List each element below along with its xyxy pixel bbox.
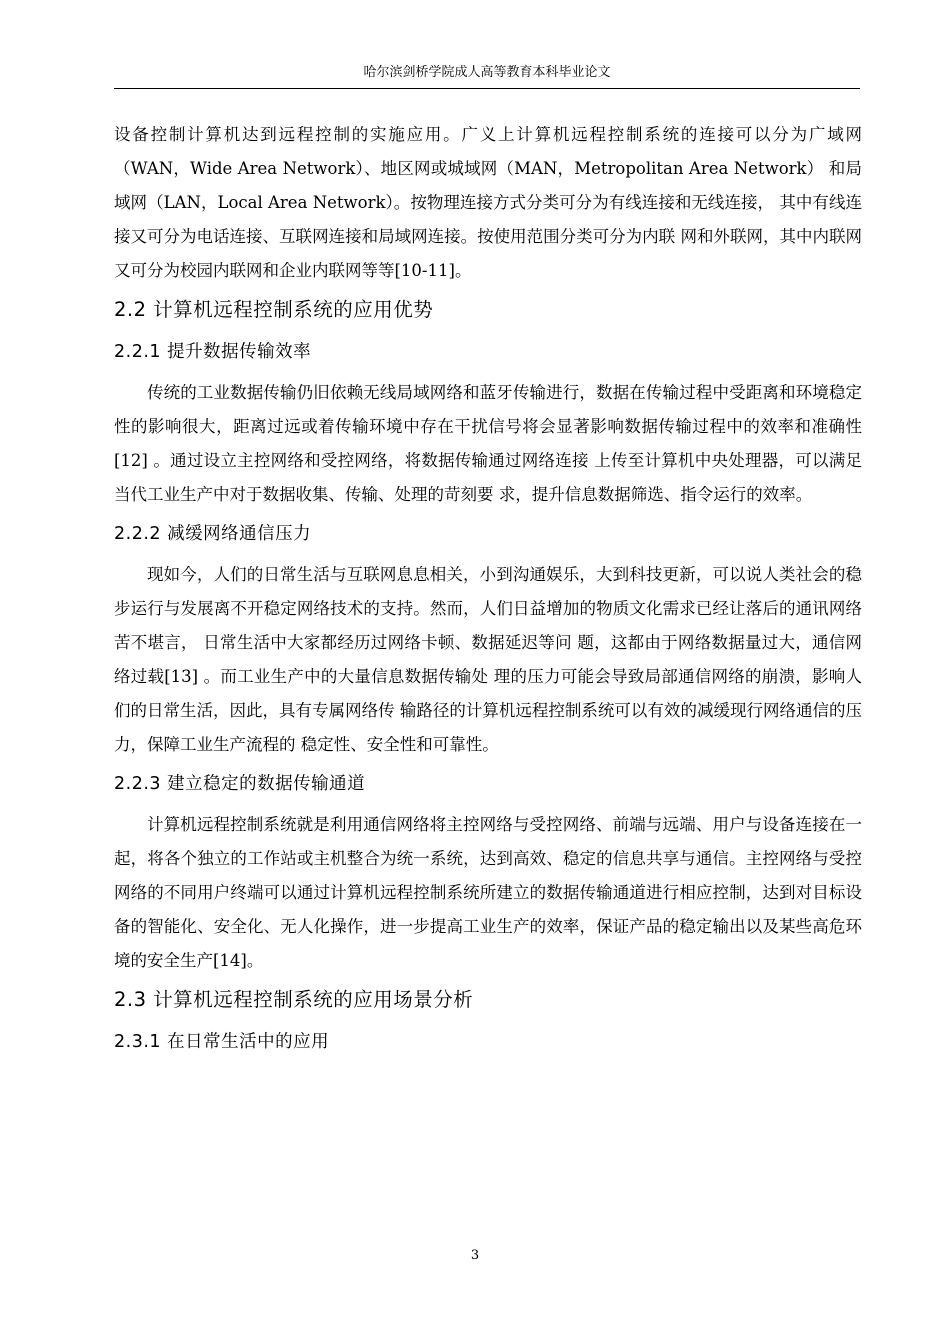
section-heading-2-3: 2.3 计算机远程控制系统的应用场景分析 (114, 988, 474, 1011)
page-number: 3 (470, 1248, 480, 1263)
intro-paragraph: 设备控制计算机达到远程控制的实施应用。广义上计算机远程控制系统的连接可以分为广域网（WAN，Wide Area Network）、地区网或城域网（MAN，Metropolitan Area Network） 和局域网（LAN，Local Area Network）。按物理连接方式分类可分为有线连接和无线连接， 其中有线连接又可分为电话连接、互联网连接和局域网连接。按使用范围分类可分为内联 网和外联网，其中内联网又可分为校园内联网和企业内联网等等[10-11]。 (114, 125, 862, 280)
subsection-heading-2-2-3: 2.2.3 建立稳定的数据传输通道 (114, 774, 366, 794)
subsection-heading-2-2-1: 2.2.1 提升数据传输效率 (114, 342, 312, 362)
paragraph-2-2-2: 现如今，人们的日常生活与互联网息息相关，小到沟通娱乐，大到科技更新，可以说人类社会的稳步运行与发展离不开稳定网络技术的支持。然而，人们日益增加的物质文化需求已经让落后的通讯网络苦不堪言， 日常生活中大家都经历过网络卡顿、数据延迟等问 题，这都由于网络数据量过大，通信网络过载[13] 。而工业生产中的大量信息数据传输处 理的压力可能会导致局部通信网络的崩溃，影响人们的日常生活，因此，具有专属网络传 输路径的计算机远程控制系统可以有效的减缓现行网络通信的压力，保障工业生产流程的 稳定性、安全性和可靠性。 (114, 565, 862, 754)
subsection-heading-2-3-1: 2.3.1 在日常生活中的应用 (114, 1032, 330, 1052)
running-header: 哈尔滨剑桥学院成人高等教育本科毕业论文 (363, 65, 611, 80)
page-content (114, 118, 862, 1062)
header-divider (114, 88, 860, 89)
paragraph-2-2-1: 传统的工业数据传输仍旧依赖无线局域网络和蓝牙传输进行，数据在传输过程中受距离和环境稳定性的影响很大，距离过远或着传输环境中存在干扰信号将会显著影响数据传输过程中的效率和准确性[12] 。通过设立主控网络和受控网络，将数据传输通过网络连接 上传至计算机中央处理器，可以满足当代工业生产中对于数据收集、传输、处理的苛刻要 求，提升信息数据筛选、指令运行的效率。 (114, 383, 862, 504)
subsection-heading-2-2-2: 2.2.2 减缓网络通信压力 (114, 524, 312, 544)
section-heading-2-2: 2.2 计算机远程控制系统的应用优势 (114, 298, 434, 321)
paragraph-2-2-3: 计算机远程控制系统就是利用通信网络将主控网络与受控网络、前端与远端、用户与设备连接在一起，将各个独立的工作站或主机整合为统一系统，达到高效、稳定的信息共享与通信。主控网络与受控网络的不同用户终端可以通过计算机远程控制系统所建立的数据传输通道进行相应控制，达到对目标设备的智能化、安全化、无人化操作，进一步提高工业生产的效率，保证产品的稳定输出以及某些高危环境的安全生产[14]。 (114, 815, 862, 970)
